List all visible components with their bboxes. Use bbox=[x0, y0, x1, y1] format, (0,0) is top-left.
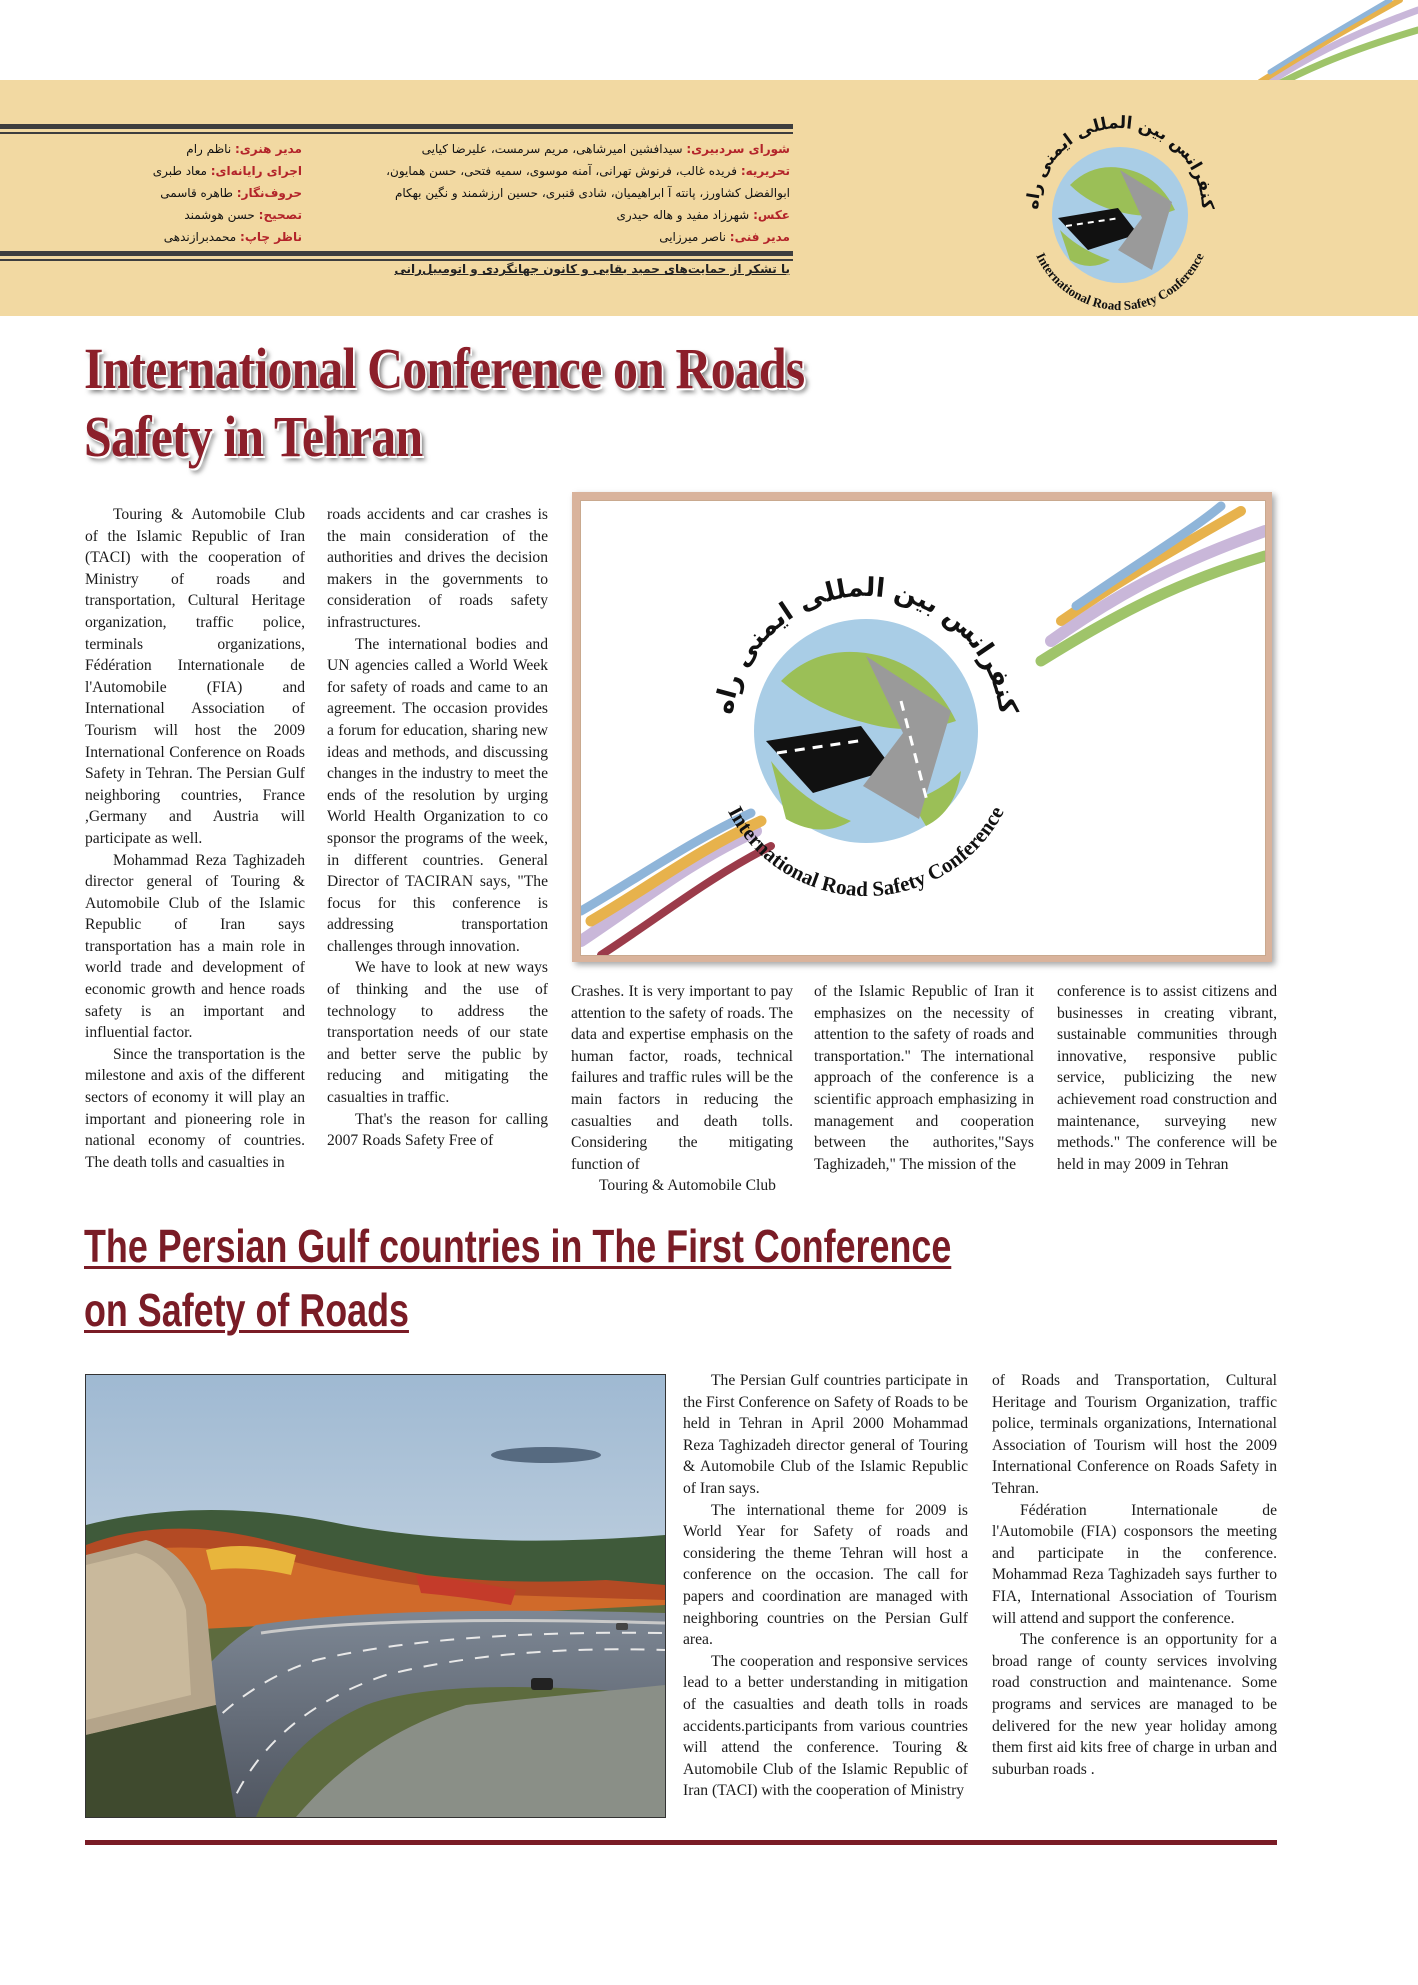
paragraph: The conference is an opportunity for a broad range of county services involving road construction and maintenance. Some programs and services are managed to be delivered for the new year holiday among them first aid kits free of charge in urban and suburban roads . bbox=[992, 1631, 1277, 1778]
credit-line: اجرای رایانه‌ای: معاد طبری bbox=[152, 164, 302, 178]
article2-title-line1: The Persian Gulf countries in The First Conference bbox=[84, 1220, 952, 1272]
article1-title-line1: International Conference on Roads bbox=[84, 336, 805, 401]
logo-persian-text: کنفرانس بین المللی ایمنی راه bbox=[709, 572, 1023, 717]
paragraph: Touring & Automobile Club bbox=[599, 1177, 776, 1195]
article2-column-1 bbox=[683, 1370, 968, 1802]
credits-editorial-block bbox=[386, 138, 790, 248]
credit-line: عکس: شهرزاد مفید و هاله حیدری bbox=[616, 208, 790, 222]
article1-column-3 bbox=[571, 981, 793, 1197]
paragraph: Fédération Internationale de l'Automobile (FIA) cosponsors the meeting and participate in the conference. Mohammad Reza Taghizadeh says further to FIA, International Association of Tourism will attend and support the conference. bbox=[992, 1501, 1277, 1627]
conference-logo-image bbox=[580, 500, 1266, 956]
highway-photo-illustration bbox=[86, 1375, 665, 1817]
masthead-rule-bottom bbox=[0, 251, 793, 256]
article1-column-2 bbox=[327, 504, 548, 1152]
paragraph: Crashes. It is very important to pay attention to the safety of roads. The data and expertise emphasis on the human factor, roads, technical failures and traffic rules will be the main factors in reducing the casualties and death tolls. Considering the mitigating function of bbox=[571, 983, 793, 1173]
logo-persian-text: کنفرانس بین المللی ایمنی راه bbox=[1022, 112, 1218, 211]
credit-line: تحریریه: فریده غالب، فرنوش تهرانی، آمنه موسوی، سمیه فتحی، حسن همایون، bbox=[386, 164, 790, 178]
paragraph: That's the reason for calling 2007 Roads Safety Free of bbox=[327, 1110, 548, 1150]
credit-line: مدیر هنری: ناظم رام bbox=[186, 142, 302, 156]
highway-autumn-photo bbox=[85, 1374, 666, 1818]
paragraph: roads accidents and car crashes is the main consideration of the authorities and drives the decision makers in the governments to consideration of roads safety infrastructures. bbox=[327, 506, 548, 631]
conference-logo-image-frame bbox=[572, 492, 1272, 962]
credit-line: شورای سردبیری: سیدافشین امیرشاهی، مریم سرمست، علیرضا کیایی bbox=[421, 142, 790, 156]
paragraph: The cooperation and responsive services lead to a better understanding in mitigation of the casualties and death tolls in roads accidents.participants from various countries will attend the conference. Touring & Automobile Club of the Islamic Republic of Iran (TACI) with the cooperation of Ministry bbox=[683, 1652, 968, 1800]
paragraph: The international bodies and UN agencies called a World Week for safety of roads and came to an agreement. The occasion provides a forum for education, sharing new ideas and methods, and discussing changes in the industry to meet the ends of the resolution by urging World Health Organization to co sponsor the programs of the week, in different countries. General Director of TACIRAN says, "The focus for this conference is addressing transportation challenges through innovation. bbox=[327, 635, 548, 955]
conference-logo-header bbox=[1000, 100, 1240, 320]
masthead-rule-top bbox=[0, 124, 793, 129]
article1-column-4 bbox=[814, 981, 1034, 1175]
article2-column-2 bbox=[992, 1370, 1277, 1780]
paragraph: The Persian Gulf countries participate in the First Conference on Safety of Roads to be held in Tehran in April 2000 Mohammad Reza Taghizadeh director general of Touring & Automobile Club of the Islamic Republic of Iran says. bbox=[683, 1372, 968, 1497]
credit-line: مدیر فنی: ناصر میرزایی bbox=[659, 230, 790, 244]
acknowledgement-line: با تشکر از حمایت‌های حمید بقایی و کانون جهانگردی و اتومبیل‌رانی bbox=[394, 262, 790, 276]
credit-line: تصحیح: حسن هوشمند bbox=[184, 208, 302, 222]
paragraph: conference is to assist citizens and businesses in creating vibrant, sustainable communities through innovative, responsive public service, publicizing the new achievement road construction and maintenance, surveying new methods." The conference will be held in may 2009 in Tehran bbox=[1057, 983, 1277, 1173]
credit-line: ابوالفضل کشاورز، پانته آ ابراهیمیان، شادی قنبری، حسین ارزشمند و نگین بهکام bbox=[394, 186, 790, 200]
article1-column-1 bbox=[85, 504, 305, 1173]
paragraph: Since the transportation is the milestone and axis of the different sectors of economy it will play an important and pioneering role in national economy of countries. The death tolls and casualties in bbox=[85, 1045, 305, 1171]
article1-title-line2: Safety in Tehran bbox=[84, 404, 423, 469]
credits-production-block bbox=[153, 138, 302, 248]
article2-title-line2: on Safety of Roads bbox=[84, 1284, 409, 1336]
masthead-rule-top-thin bbox=[0, 132, 793, 134]
logo-english-text: International Road Safety Conference bbox=[1033, 250, 1207, 314]
conference-logo-illustration bbox=[581, 501, 1265, 955]
page-bottom-rule bbox=[85, 1840, 1277, 1845]
masthead-rule-bottom-thin bbox=[0, 259, 793, 261]
logo-english-text: International Road Safety Conference bbox=[723, 802, 1009, 902]
paragraph: Mohammad Reza Taghizadeh director general of Touring & Automobile Club of the Islamic Republic of Iran says transportation has a main role in world trade and development of economic growth and hence roads safety is an important and influential factor. bbox=[85, 851, 305, 1042]
paragraph: of Roads and Transportation, Cultural Heritage and Tourism Organization, traffic police, terminals organizations, International Association of Tourism will host the 2009 International Conference on Roads Safety in Tehran. bbox=[992, 1372, 1277, 1497]
paragraph: We have to look at new ways of thinking and the use of technology to address the transportation needs of our state and better serve the public by reducing and mitigating the casualties in traffic. bbox=[327, 959, 548, 1107]
credit-line: ناظر چاپ: محمدبرازندهی bbox=[163, 230, 302, 244]
credit-line: حروف‌نگار: طاهره قاسمی bbox=[160, 186, 302, 200]
paragraph: Touring & Automobile Club of the Islamic Republic of Iran (TACI) with the cooperation of Ministry of roads and transportation, Cultural Heritage organization, traffic police, terminals organizations, Fédération Internationale de l'Automobile (FIA) and International Association of Tourism will host the 2009 International Conference on Roads Safety in Tehran. The Persian Gulf neighboring countries, France ,Germany and Austria will participate as well. bbox=[85, 506, 305, 847]
paragraph: of the Islamic Republic of Iran it emphasizes on the necessity of attention to the safety of roads and transportation." The international approach of the conference is a scientific approach emphasizing in management and cooperation between the authorites,"Says Taghizadeh," The mission of the bbox=[814, 983, 1034, 1173]
paragraph: The international theme for 2009 is World Year for Safety of roads and considering the theme Tehran will host a conference on the occasion. The call for papers and coordination are managed with neighboring countries on the Persian Gulf area. bbox=[683, 1501, 968, 1649]
article1-column-5 bbox=[1057, 981, 1277, 1175]
